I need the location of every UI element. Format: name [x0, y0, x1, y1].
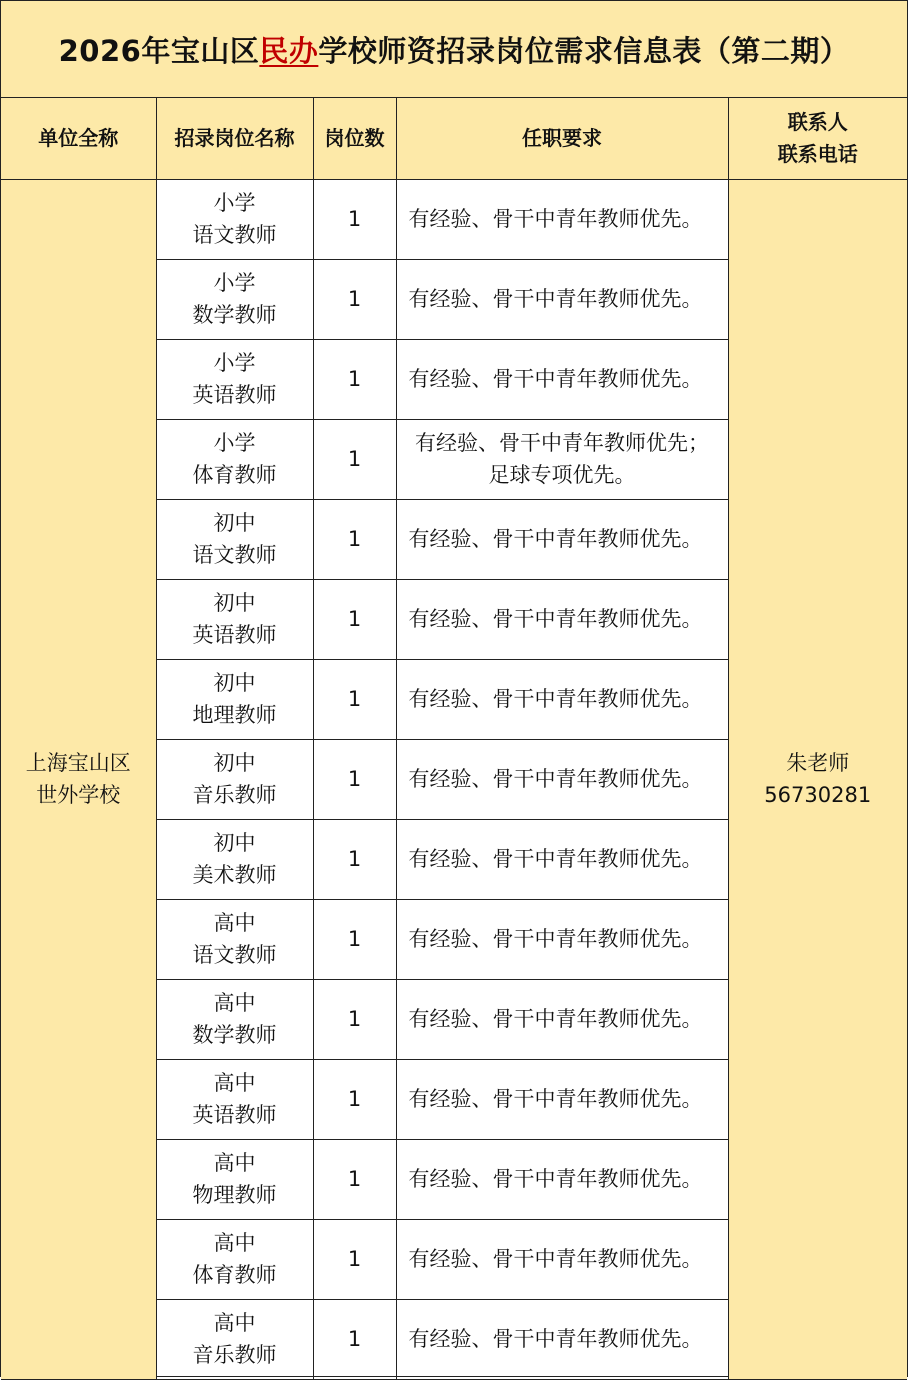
position-count: 1: [313, 979, 396, 1059]
position-level: 高中: [213, 911, 256, 935]
position-level: 初中: [213, 831, 256, 855]
requirement-cell: 有经验、骨干中青年教师优先。: [396, 339, 728, 419]
position-subject: 语文教师: [192, 543, 277, 567]
requirement-cell: 有经验、骨干中青年教师优先。: [396, 739, 728, 819]
position-count: 1: [313, 499, 396, 579]
position-cell: [156, 499, 313, 579]
position-subject: 数学教师: [192, 1023, 277, 1047]
contact-name: 朱老师: [786, 751, 850, 775]
position-subject: 数学教师: [192, 303, 277, 327]
position-level: 小学: [213, 191, 256, 215]
title-highlight: 民办: [259, 33, 319, 68]
position-cell: [156, 1219, 313, 1299]
position-subject: 地理教师: [192, 703, 277, 727]
requirement-cell: [396, 419, 728, 499]
header-unit: 单位全称: [1, 98, 156, 179]
requirement-cell: 有经验、骨干中青年教师优先。: [396, 899, 728, 979]
header-row: [1, 98, 907, 179]
contact-cell: [728, 179, 907, 1379]
position-count: 1: [313, 1139, 396, 1219]
position-cell: [156, 579, 313, 659]
requirement-cell: 有经验、骨干中青年教师优先。: [396, 499, 728, 579]
position-count: 1: [313, 819, 396, 899]
position-count: 1: [313, 899, 396, 979]
position-subject: 英语教师: [192, 623, 277, 647]
requirement-line1: 有经验、骨干中青年教师优先；: [415, 431, 709, 455]
position-count: 1: [313, 1219, 396, 1299]
position-count: 1: [313, 339, 396, 419]
header-count: 岗位数: [313, 98, 396, 179]
position-cell: [156, 179, 313, 259]
position-count: 1: [313, 419, 396, 499]
position-subject: 物理教师: [192, 1183, 277, 1207]
table-row: [1, 179, 907, 259]
position-cell: [156, 339, 313, 419]
requirement-cell: 有经验、骨干中青年教师优先。: [396, 179, 728, 259]
position-count: 1: [313, 579, 396, 659]
position-level: 初中: [213, 591, 256, 615]
position-level: 初中: [213, 511, 256, 535]
position-count: 1: [313, 259, 396, 339]
position-count: 1: [313, 659, 396, 739]
header-position: 招录岗位名称: [156, 98, 313, 179]
requirement-cell: 有经验、骨干中青年教师优先。: [396, 1219, 728, 1299]
requirement-cell: 有经验、骨干中青年教师优先。: [396, 979, 728, 1059]
position-cell: [156, 1059, 313, 1139]
position-subject: 美术教师: [192, 863, 277, 887]
requirement-cell: 有经验、骨干中青年教师优先。: [396, 659, 728, 739]
position-cell: [156, 979, 313, 1059]
position-subject: 体育教师: [192, 1263, 277, 1287]
position-level: 高中: [213, 1231, 256, 1255]
position-level: 小学: [213, 271, 256, 295]
position-cell: [156, 419, 313, 499]
header-requirement: 任职要求: [396, 98, 728, 179]
position-level: 小学: [213, 351, 256, 375]
position-level: 小学: [213, 431, 256, 455]
requirement-cell: 有经验、骨干中青年教师优先。: [396, 579, 728, 659]
position-subject: 语文教师: [192, 943, 277, 967]
header-contact-phone: 联系电话: [777, 142, 858, 167]
requirement-cell: 有经验、骨干中青年教师优先。: [396, 819, 728, 899]
requirement-line2: 足球专项优先。: [488, 463, 636, 487]
header-contact: [728, 98, 907, 179]
title-suffix: 学校师资招录岗位需求信息表（第二期）: [318, 33, 850, 68]
unit-name-cell: [1, 179, 156, 1379]
position-cell: [156, 1299, 313, 1379]
position-cell: [156, 1139, 313, 1219]
position-cell: [156, 739, 313, 819]
position-count: 1: [313, 1059, 396, 1139]
title-prefix: 2026年宝山区: [58, 33, 260, 68]
positions-table: [1, 98, 907, 1380]
sheet-title: [1, 1, 907, 98]
position-subject: 体育教师: [192, 463, 277, 487]
position-count: 1: [313, 179, 396, 259]
position-subject: 英语教师: [192, 1103, 277, 1127]
position-count: 1: [313, 739, 396, 819]
position-level: 高中: [213, 1071, 256, 1095]
unit-name-line1: 上海宝山区: [25, 751, 131, 775]
position-level: 初中: [213, 751, 256, 775]
position-subject: 音乐教师: [192, 783, 277, 807]
position-level: 高中: [213, 991, 256, 1015]
position-subject: 英语教师: [192, 383, 277, 407]
position-level: 高中: [213, 1151, 256, 1175]
position-level: 高中: [213, 1311, 256, 1335]
unit-name-line2: 世外学校: [36, 783, 121, 807]
position-subject: 语文教师: [192, 223, 277, 247]
position-cell: [156, 259, 313, 339]
position-cell: [156, 819, 313, 899]
position-subject: 音乐教师: [192, 1343, 277, 1367]
position-cell: [156, 659, 313, 739]
position-level: 初中: [213, 671, 256, 695]
requirement-cell: 有经验、骨干中青年教师优先。: [396, 1139, 728, 1219]
contact-phone: 56730281: [764, 783, 872, 807]
position-cell: [156, 899, 313, 979]
requirement-cell: 有经验、骨干中青年教师优先。: [396, 1059, 728, 1139]
position-count: 1: [313, 1299, 396, 1379]
requirement-cell: 有经验、骨干中青年教师优先。: [396, 1299, 728, 1379]
header-contact-person: 联系人: [787, 110, 848, 135]
requirement-cell: 有经验、骨干中青年教师优先。: [396, 259, 728, 339]
